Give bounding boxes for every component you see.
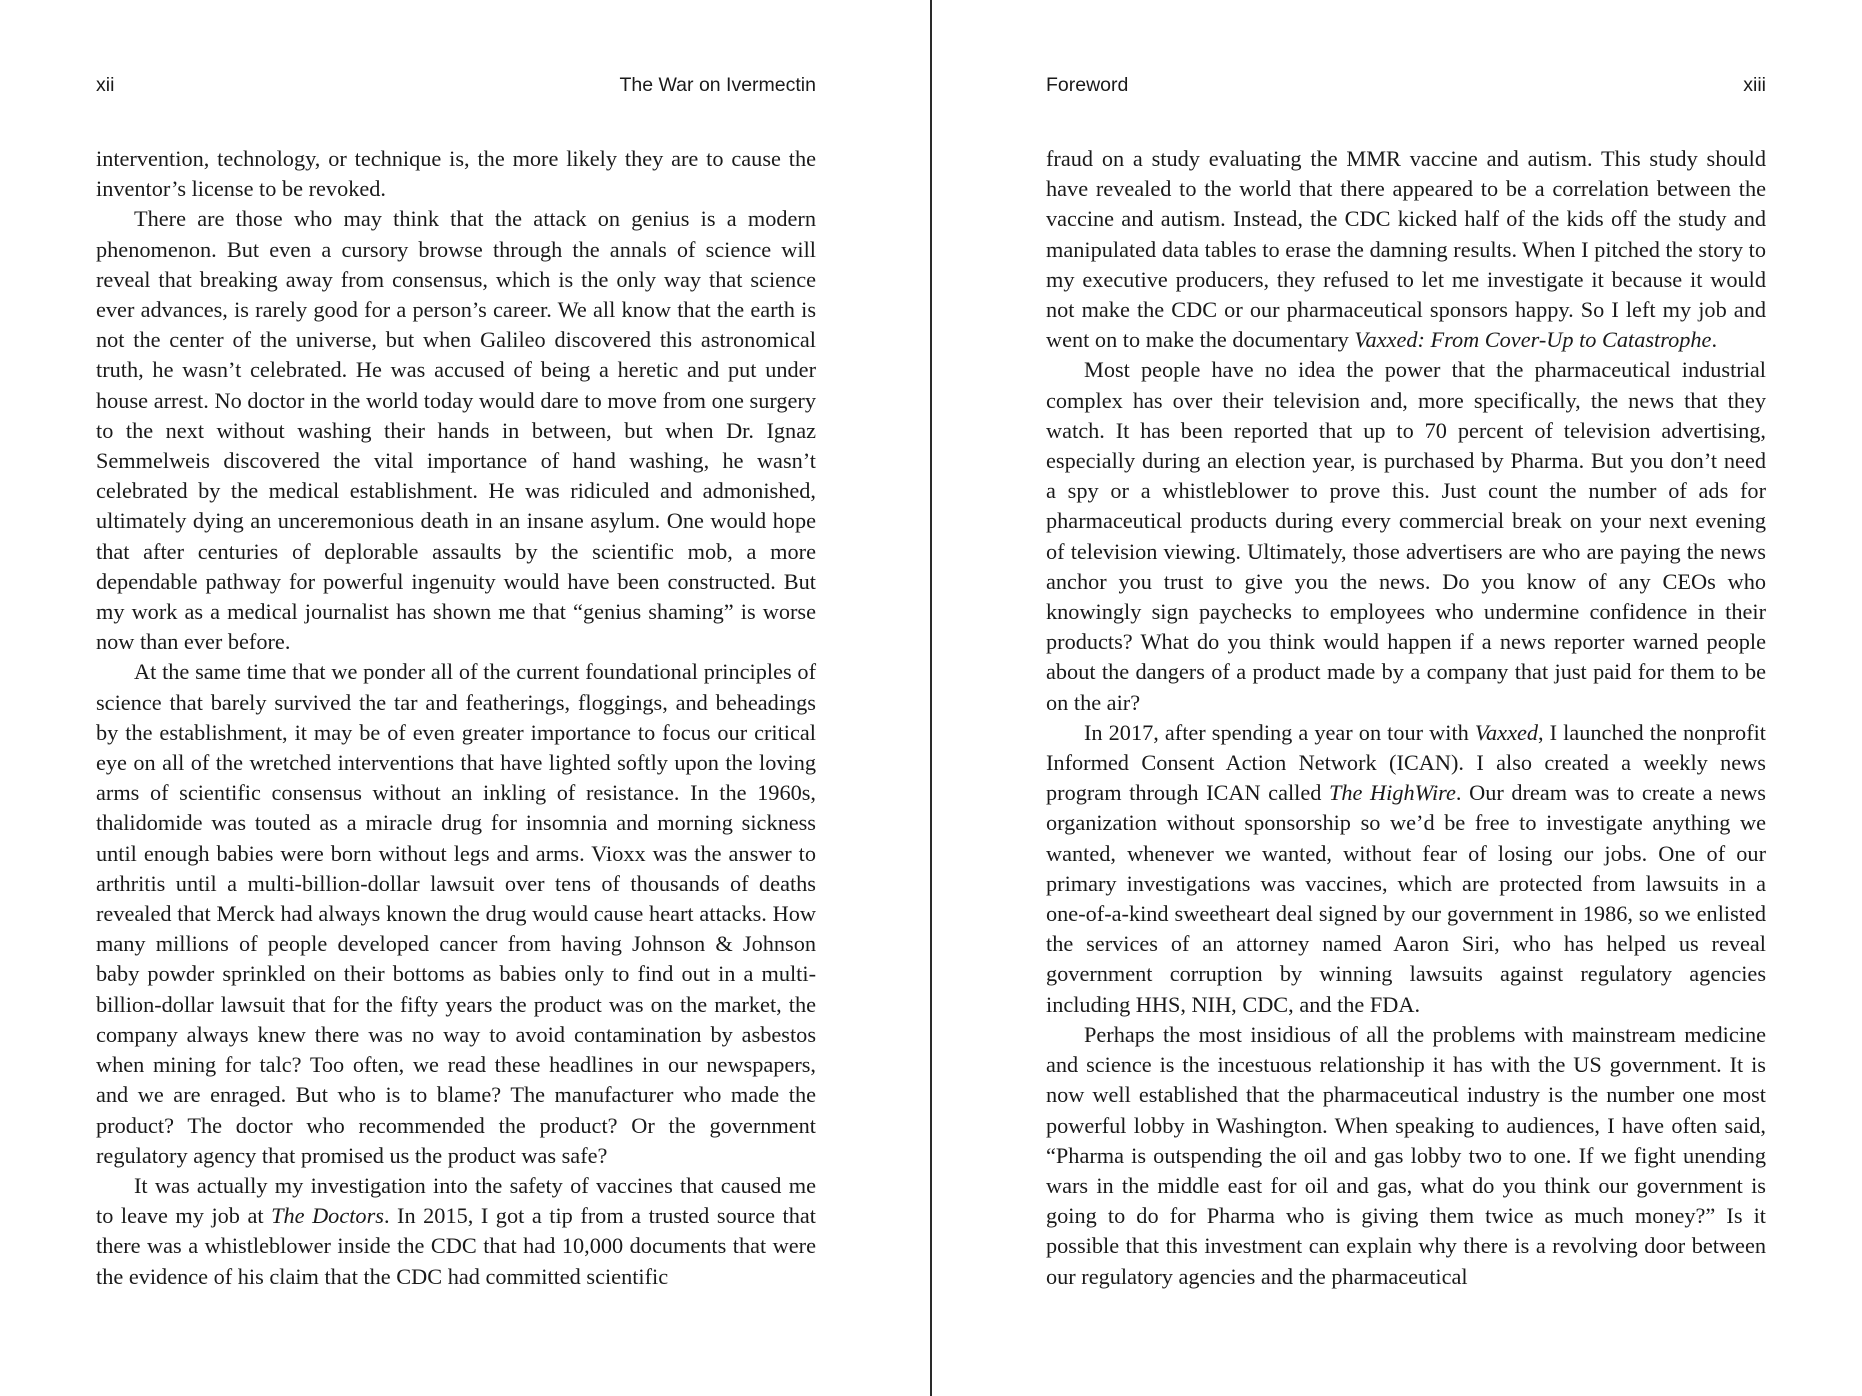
- text-run: intervention, technology, or technique is, the more likely they are to cause the inventor’s license to be revoked.: [96, 146, 816, 202]
- book-title: The War on Ivermectin: [619, 74, 816, 96]
- italic-title: The Doctors: [271, 1203, 384, 1229]
- text-run: Most people have no idea the power that the pharmaceutical industrial complex has over their television and, more specifically, the news that they watch. It has been reported that up to 70 percent of television advertising, especially during an election year, is purchased by Pharma. But you don’t need a spy or a whistleblower to prove this. Just count the number of ads for pharmaceutical products during every commercial break on your next evening of television viewing. Ultimately, those advertisers are who are paying the news anchor you trust to give you the news. Do you know of any CEOs who knowingly sign paychecks to employees who undermine confidence in their products? What do you think would happen if a news reporter warned people about the dangers of a product made by a company that just paid for them to be on the air?: [1046, 357, 1766, 715]
- left-body-text: [96, 144, 816, 1292]
- text-run: In 2017, after spending a year on tour with: [1084, 719, 1475, 745]
- page-number: xii: [96, 74, 115, 96]
- right-body-text: [1046, 144, 1766, 1292]
- text-run: .: [1711, 327, 1718, 353]
- body-paragraph: [96, 1171, 816, 1292]
- text-run: Perhaps the most insidious of all the problems with mainstream medicine and science is the incestuous relationship it has with the US government. It is now well established that the pharmaceutical industry is the number one most powerful lobby in Washington. When speaking to audiences, I have often said, “Pharma is outspending the oil and gas lobby two to one. If we fight unending wars in the middle east for oil and gas, what do you think our government is going to do for Pharma who is giving them twice as much money?” Is it possible that this investment can explain why there is a revolving door between our regulatory agencies and the pharmaceutical: [1046, 1021, 1766, 1289]
- text-run: It was actually my investigation into the safety of vaccines that caused me to leave my job at: [96, 1172, 816, 1229]
- page-number: xiii: [1743, 74, 1766, 96]
- text-run: There are those who may think that the attack on genius is a modern phenomenon. But even a cursory browse through the annals of science will reveal that breaking away from consensus, which is the only way that science ever advances, is rarely good for a person’s career. We all know that the earth is not the center of the universe, but when Galileo discovered this astronomical truth, he wasn’t celebrated. He was accused of being a heretic and put under house arrest. No doctor in the world today would dare to move from one surgery to the next without washing their hands in between, but when Dr. Ignaz Semmelweis discovered the vital importance of hand washing, he wasn’t celebrated by the medical establishment. He was ridiculed and admonished, ultimately dying an unceremonious death in an insane asylum. One would hope that after centuries of deplorable assaults by the scientific mob, a more dependable pathway for powerful ingenuity would have been constructed. But my work as a medical journalist has shown me that “genius shaming” is worse now than ever before.: [96, 206, 816, 655]
- page-divider: [930, 0, 932, 1396]
- text-run: fraud on a study evaluating the MMR vaccine and autism. This study should have revealed to the world that there appeared to be a correlation between the vaccine and autism. Instead, the CDC kicked half of the kids off the study and manipulated data tables to erase the damning results. When I pitched the story to my executive producers, they refused to let me investigate it because it would not make the CDC or our pharmaceutical sponsors happy. So I left my job and went on to make the documentary: [1046, 146, 1766, 353]
- body-paragraph: [1046, 355, 1766, 717]
- chapter-title: Foreword: [1046, 74, 1129, 96]
- body-paragraph: [96, 144, 816, 204]
- body-paragraph: [1046, 1020, 1766, 1292]
- italic-title: Vaxxed: [1474, 719, 1539, 745]
- text-run: , I launched the nonprofit Informed Consent Action Network (ICAN). I also created a weekly news program through ICAN called: [1046, 719, 1767, 806]
- body-paragraph: [96, 657, 816, 1170]
- text-run: At the same time that we ponder all of the current foundational principles of science that barely survived the tar and featherings, floggings, and beheadings by the establishment, it may be of even greater importance to focus our critical eye on all of the wretched interventions that have lighted softly upon the loving arms of scientific consensus without an inkling of resistance. In the 1960s, thalidomide was touted as a miracle drug for insomnia and morning sickness until enough babies were born without legs and arms. Vioxx was the answer to arthritis until a multi-billion-dollar lawsuit over tens of thousands of deaths revealed that Merck had always known the drug would cause heart attacks. How many millions of people developed cancer from having Johnson & Johnson baby powder sprinkled on their bottoms as babies only to find out in a multi-billion-dollar lawsuit that for the fifty years the product was on the market, the company always knew there was no way to avoid contamination by asbestos when mining for talc? Too often, we read these headlines in our newspapers, and we are enraged. But who is to blame? The manufacturer who made the product? The doctor who recommended the product? Or the government regulatory agency that promised us the product was safe?: [96, 659, 816, 1168]
- left-page: [96, 0, 816, 1396]
- body-paragraph: [1046, 144, 1766, 355]
- left-running-head: [96, 74, 816, 100]
- italic-title: The HighWire: [1329, 780, 1456, 806]
- text-run: . Our dream was to create a news organization without sponsorship so we’d be free to investigate anything we wanted, whenever we wanted, without fear of losing our jobs. One of our primary investigations was vaccines, which are protected from lawsuits in a one-of-a-kind sweetheart deal signed by our government in 1986, so we enlisted the services of an attorney named Aaron Siri, who has helped us reveal government corruption by winning lawsuits against regulatory agencies including HHS, NIH, CDC, and the FDA.: [1046, 780, 1766, 1017]
- body-paragraph: [1046, 718, 1766, 1020]
- body-paragraph: [96, 204, 816, 657]
- right-running-head: [1046, 74, 1766, 100]
- right-page: [1046, 0, 1766, 1396]
- italic-title: Vaxxed: From Cover-Up to Catastrophe: [1354, 327, 1712, 353]
- text-run: . In 2015, I got a tip from a trusted source that there was a whistleblower inside the CDC that had 10,000 documents that were the evidence of his claim that the CDC had committed scientific: [96, 1203, 816, 1289]
